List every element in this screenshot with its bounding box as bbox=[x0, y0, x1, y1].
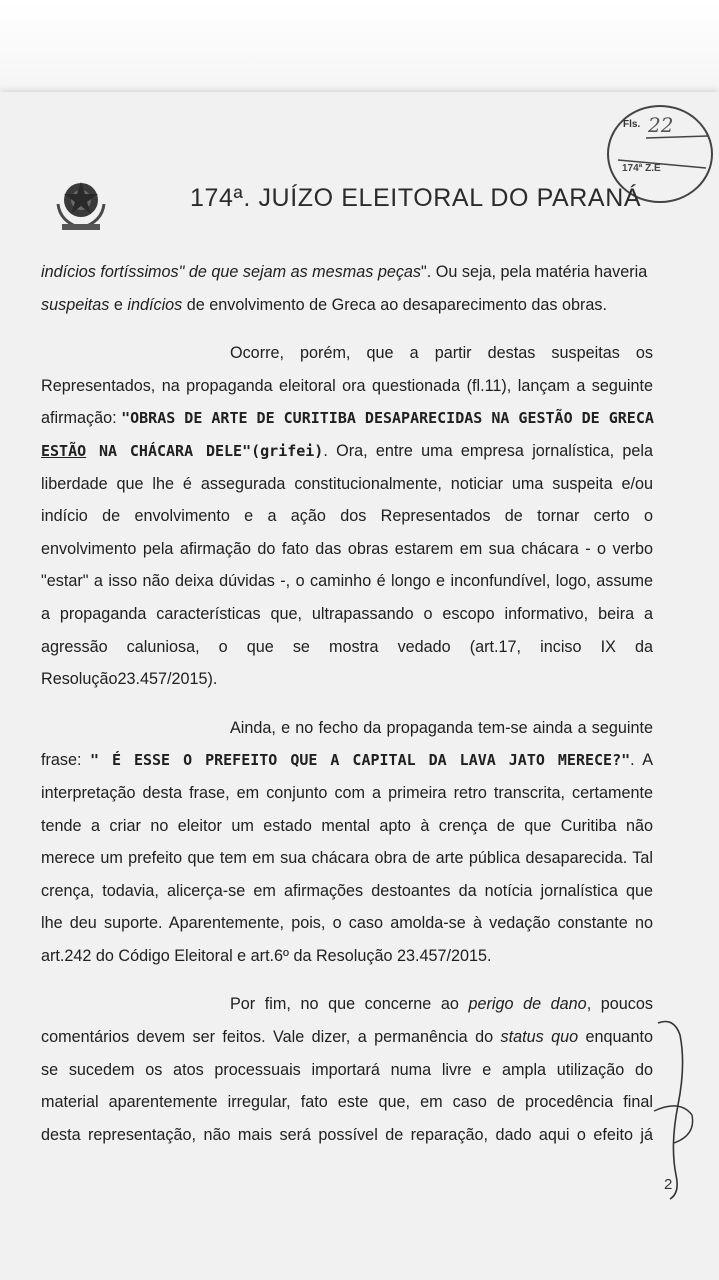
text-line: interpretação desta frase, em conjunto com a primeira retro transcrita, certamente bbox=[41, 783, 653, 802]
text-line bbox=[41, 1021, 653, 1054]
text-run: perigo de dano bbox=[468, 995, 587, 1014]
document-header bbox=[50, 170, 670, 240]
text-line: tende a criar no eleitor um estado mental apto à crença de que Curitiba não bbox=[41, 816, 653, 835]
text-run: . A bbox=[630, 751, 653, 770]
page-number: 2 bbox=[664, 1176, 673, 1193]
text-run: "OBRAS DE ARTE DE CURITIBA DESAPARECIDAS NA GESTÃO DE GRECA bbox=[121, 409, 654, 428]
text-run: Por fim, no que concerne ao bbox=[230, 995, 469, 1014]
text-line bbox=[41, 402, 653, 435]
text-line bbox=[41, 744, 653, 777]
text-line: liberdade que lhe é assegurada constitucionalmente, noticiar uma suspeita e/ou bbox=[41, 474, 653, 493]
text-line: se sucedem os atos processuais importará numa livre e ampla utilização do bbox=[41, 1060, 653, 1079]
text-line: Ainda, e no fecho da propaganda tem-se ainda a seguinte bbox=[230, 718, 653, 737]
brasao-emblem-icon bbox=[50, 174, 112, 236]
text-line: a propaganda características que, ultrapassando o escopo informativo, beira a bbox=[41, 604, 653, 623]
stamp-mark: 174ª Z.E bbox=[622, 163, 661, 174]
text-line: crença, todavia, alicerça-se em afirmações destoantes da notícia jornalística que bbox=[41, 881, 653, 900]
text-run: status quo bbox=[500, 1028, 579, 1047]
text-line bbox=[41, 988, 653, 1021]
handwritten-rubric bbox=[640, 1015, 715, 1205]
text-line: art.242 do Código Eleitoral e art.6º da Resolução 23.457/2015. bbox=[41, 946, 492, 965]
text-line: "estar" a isso não deixa dúvidas -, o caminho é longo e inconfundível, logo, assume bbox=[41, 572, 653, 591]
text-run: e bbox=[109, 295, 128, 314]
text-run: de envolvimento de Greca ao desaparecimento das obras. bbox=[182, 295, 608, 314]
text-line: material aparentemente irregular, fato este que, em caso de procedência final bbox=[41, 1093, 653, 1112]
text-run: frase: bbox=[41, 751, 90, 770]
text-line: indício de envolvimento e a ação dos Representados de tornar certo o bbox=[41, 507, 653, 526]
text-run: " É ESSE O PREFEITO QUE A CAPITAL DA LAVA JATO MERECE?" bbox=[89, 751, 631, 770]
court-title: 174ª. JUÍZO ELEITORAL DO PARANÁ bbox=[190, 184, 642, 212]
text-line: Ocorre, porém, que a partir destas suspeitas os bbox=[230, 344, 653, 363]
text-line: Representados, na propaganda eleitoral ora questionada (fl.11), lançam a seguinte bbox=[41, 376, 653, 395]
background-top bbox=[0, 0, 719, 100]
text-line: agressão caluniosa, o que se mostra vedado (art.17, inciso IX da bbox=[41, 637, 653, 656]
text-run: indícios bbox=[127, 295, 183, 314]
text-run: suspeitas bbox=[41, 295, 110, 314]
paragraph-gap bbox=[41, 972, 653, 988]
text-run: afirmação: bbox=[41, 409, 122, 428]
paragraph-gap bbox=[41, 696, 653, 712]
text-line: lhe deu suporte. Aparentemente, pois, o caso amolda-se à vedação constante no bbox=[41, 914, 653, 933]
text-line: desta representação, não mais será possível de reparação, dado aqui o efeito já bbox=[41, 1125, 653, 1144]
text-run: , poucos bbox=[586, 995, 653, 1014]
text-line: Resolução23.457/2015). bbox=[41, 670, 218, 689]
text-line: merece um prefeito que tem em sua chácara obra de arte pública desaparecida. Tal bbox=[41, 849, 653, 868]
text-line bbox=[41, 256, 653, 289]
text-line bbox=[41, 435, 653, 468]
text-run: indícios fortíssimos" de que sejam as mesmas peças bbox=[41, 263, 422, 281]
stamp-label: Fls. bbox=[623, 119, 641, 130]
text-run: ESTÃO bbox=[41, 441, 87, 460]
text-run: enquanto bbox=[578, 1028, 653, 1047]
document-body bbox=[41, 256, 653, 1151]
stamp-number: 22 bbox=[648, 113, 674, 137]
text-line bbox=[41, 289, 653, 322]
text-run: . Ora, entre uma empresa jornalística, pela bbox=[323, 441, 653, 460]
text-run: comentários devem ser feitos. Vale dizer, a permanência do bbox=[41, 1028, 501, 1047]
text-line: envolvimento pela afirmação do fato das obras estarem em sua chácara - o verbo bbox=[41, 539, 653, 558]
text-run: ". Ou seja, pela matéria haveria bbox=[421, 263, 648, 281]
paragraph-gap bbox=[41, 321, 653, 337]
text-run: NA CHÁCARA DELE"(grifei) bbox=[86, 441, 324, 460]
